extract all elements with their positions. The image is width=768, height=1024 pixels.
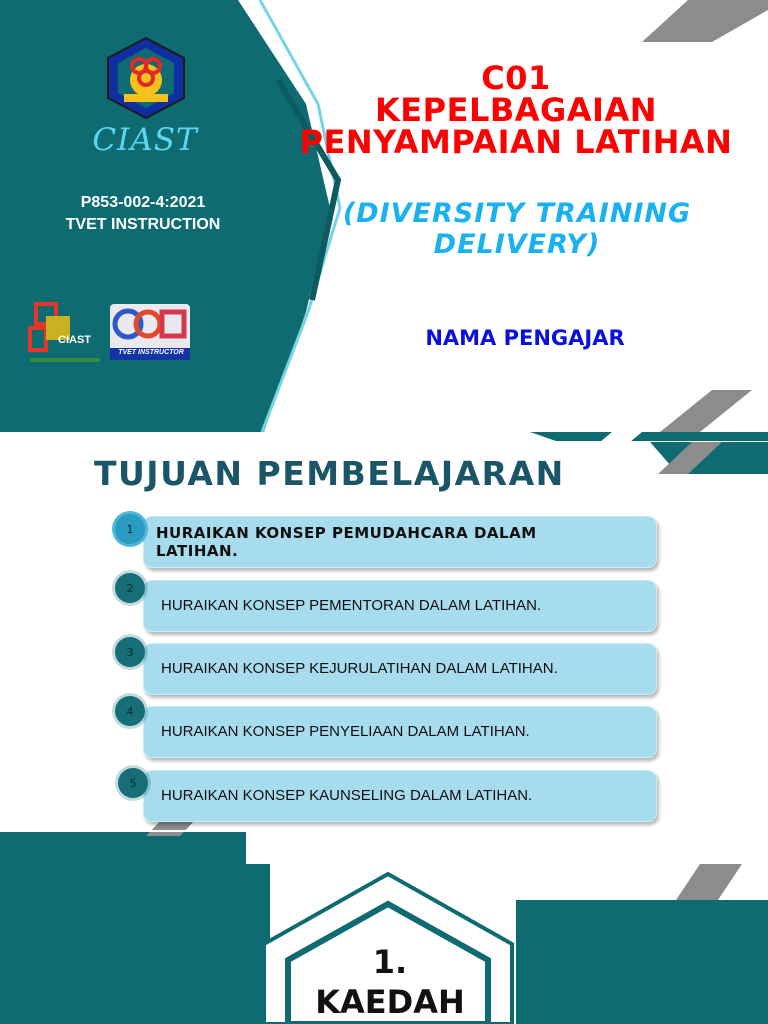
ciast-logo-text: CIAST	[92, 122, 198, 158]
objective-number-badge: 4	[115, 696, 145, 726]
section-heading: TUJUAN PEMBELAJARAN	[94, 454, 565, 493]
subtitle-line: DELIVERY)	[433, 229, 601, 260]
objective-text: HURAIKAN KONSEP PENYELIAAN DALAM LATIHAN.	[161, 723, 530, 740]
objective-text: HURAIKAN KONSEP KEJURULATIHAN DALAM LATIHAN.	[161, 660, 558, 677]
title-line: C01	[481, 59, 551, 97]
objective-number-badge: 1	[115, 514, 145, 544]
course-info	[48, 192, 238, 236]
slide-subtitle	[312, 198, 722, 260]
method-word: KAEDAH	[315, 983, 465, 1021]
title-line: PENYAMPAIAN LATIHAN	[299, 123, 733, 161]
objective-item	[143, 706, 657, 758]
method-number: 1.	[372, 943, 408, 981]
subtitle-line: (DIVERSITY TRAINING	[342, 198, 692, 229]
objective-line: HURAIKAN KONSEP PEMUDAHCARA DALAM	[156, 524, 537, 542]
objective-item	[143, 643, 657, 695]
objective-text: HURAIKAN KONSEP PEMENTORAN DALAM LATIHAN.	[161, 597, 542, 614]
program-name: TVET INSTRUCTION	[65, 216, 221, 233]
method-slide	[0, 864, 768, 1024]
objective-text: HURAIKAN KONSEP KAUNSELING DALAM LATIHAN.	[161, 787, 533, 804]
objective-number-badge: 2	[115, 573, 145, 603]
course-code: P853-002-4:2021	[80, 194, 206, 211]
objective-item	[143, 516, 657, 568]
objectives-slide	[0, 432, 768, 864]
slide-title	[272, 59, 760, 161]
objective-text	[156, 524, 537, 560]
partner-logos	[28, 302, 194, 364]
ciast-emblem-logo	[104, 36, 188, 120]
objective-item	[143, 580, 657, 632]
title-slide	[0, 0, 768, 432]
tvet-instructor-logo-text: TVET INSTRUCTOR	[118, 349, 184, 356]
objective-line: LATIHAN.	[156, 542, 239, 560]
objective-number-badge: 5	[118, 768, 148, 798]
objective-item	[143, 770, 657, 822]
method-heading	[270, 942, 510, 1022]
presenter-name: NAMA PENGAJAR	[425, 326, 625, 350]
objective-number-badge: 3	[115, 637, 145, 667]
small-ciast-logo-text: CIAST	[58, 334, 91, 346]
title-line: KEPELBAGAIAN	[375, 91, 657, 129]
